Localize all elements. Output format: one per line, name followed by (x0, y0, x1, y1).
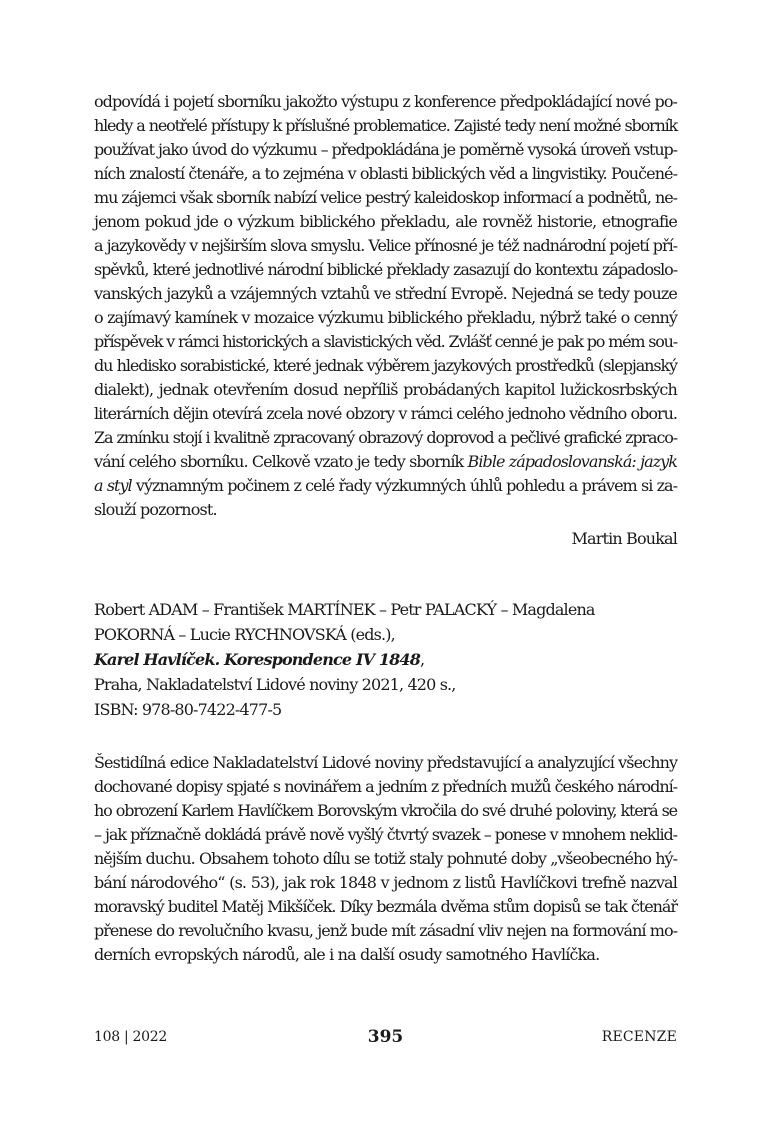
text-line: moravský buditel Matěj Mikšíček. Díky bezmála dvěma stům dopisů se tak čtenář (94, 897, 677, 916)
text-line: přenese do revolučního kvasu, jenž bude mít zásadní vliv nejen na formování mo- (94, 921, 677, 940)
issue-label: 108 | 2022 (94, 1029, 167, 1045)
citation-isbn: ISBN: 978-80-7422-477-5 (94, 700, 282, 719)
text-line: literárních dějin otevírá zcela nové obzory v rámci celého jednoho vědního oboru. (94, 404, 677, 423)
page-footer (94, 1025, 677, 1049)
text-line: příspěvek v rámci historických a slavistických věd. Zvlášť cenné je pak po mém sou- (94, 332, 677, 351)
text-line: slouží pozornost. (94, 500, 217, 519)
text-line: derních evropských národů, ale i na další osudy samotného Havlíčka. (94, 945, 600, 964)
text-line: vanských jazyků a vzájemných vztahů ve střední Evropě. Nejedná se tedy pouze (94, 284, 677, 303)
title-comma: , (420, 650, 425, 669)
text-line: mu zájemci však sborník nabízí velice pestrý kaleidoskop informací a podnětů, ne- (94, 188, 677, 207)
text-line: jenom pokud jde o výzkum biblického překladu, ale rovněž historie, etnografie (94, 212, 677, 231)
text-line: du hledisko sorabistické, které jednak výběrem jazykových prostředků (slepjanský (94, 356, 677, 375)
citation-authors: POKORNÁ – Lucie RYCHNOVSKÁ (eds.), (94, 625, 395, 644)
text-line: spěvků, které jednotlivé národní biblické překlady zasazují do kontextu západoslo- (94, 260, 677, 279)
page-number: 395 (367, 1027, 404, 1047)
citation-authors: Robert ADAM – František MARTÍNEK – Petr PALACKÝ – Magdalena (94, 600, 595, 619)
text-segment: vání celého sborníku. Celkově vzato je tedy sborník (94, 452, 464, 471)
text-line: o zajímavý kamínek v mozaice výzkumu biblického překladu, nýbrž také o cenný (94, 308, 677, 327)
citation-title (94, 648, 424, 672)
citation-publisher: Praha, Nakladatelství Lidové noviny 2021, 420 s., (94, 675, 456, 694)
text-line: odpovídá i pojetí sborníku jakožto výstupu z konference předpokládající nové po- (94, 92, 677, 111)
text-line: ních znalostí čtenáře, a to zejména v oblasti biblických věd a lingvistiky. Poučené- (94, 164, 678, 183)
text-line: používat jako úvod do výzkumu – předpokládána je poměrně vysoká úroveň vstup- (94, 140, 677, 159)
text-line (94, 450, 677, 474)
italic-book-title: Bible západoslovanská: jazyk (467, 452, 678, 471)
italic-book-title: a styl (94, 476, 132, 495)
section-label: RECENZE (601, 1029, 677, 1045)
text-line: dochované dopisy spjaté s novinářem a jedním z předních mužů českého národní- (94, 777, 677, 796)
text-line (94, 474, 677, 498)
review-author: Martin Boukal (571, 529, 677, 548)
text-line: dialekt), jednak otevřením dosud nepříliš probádaných kapitol lužickosrbských (94, 380, 677, 399)
text-line: hledy a neotřelé přístupy k příslušné problematice. Zajisté tedy není možné sborník (94, 116, 677, 135)
text-line: Za zmínku stojí i kvalitně zpracovaný obrazový doprovod a pečlivé grafické zpraco- (94, 428, 677, 447)
text-line: nějším duchu. Obsahem tohoto dílu se totiž staly pohnuté doby „všeobecného hý- (94, 849, 677, 868)
text-line: Šestidílná edice Nakladatelství Lidové noviny představující a analyzující všechny (94, 753, 678, 772)
text-line: ho obrození Karlem Havlíčkem Borovským vkročila do své druhé poloviny, která se (94, 801, 677, 820)
text-line: a jazykovědy v nejširším slova smyslu. Velice přínosné je též nadnárodní pojetí pří- (94, 236, 677, 255)
text-segment: významným počinem z celé řady výzkumných úhlů pohledu a právem si za- (131, 476, 678, 495)
text-line: – jak příznačně dokládá právě nově vyšlý čtvrtý svazek – ponese v mnohem neklid- (94, 825, 677, 844)
book-title: Karel Havlíček. Korespondence IV 1848 (94, 650, 420, 669)
text-line: bání národového“ (s. 53), jak rok 1848 v jednom z listů Havlíčkovi trefně nazval (94, 873, 677, 892)
